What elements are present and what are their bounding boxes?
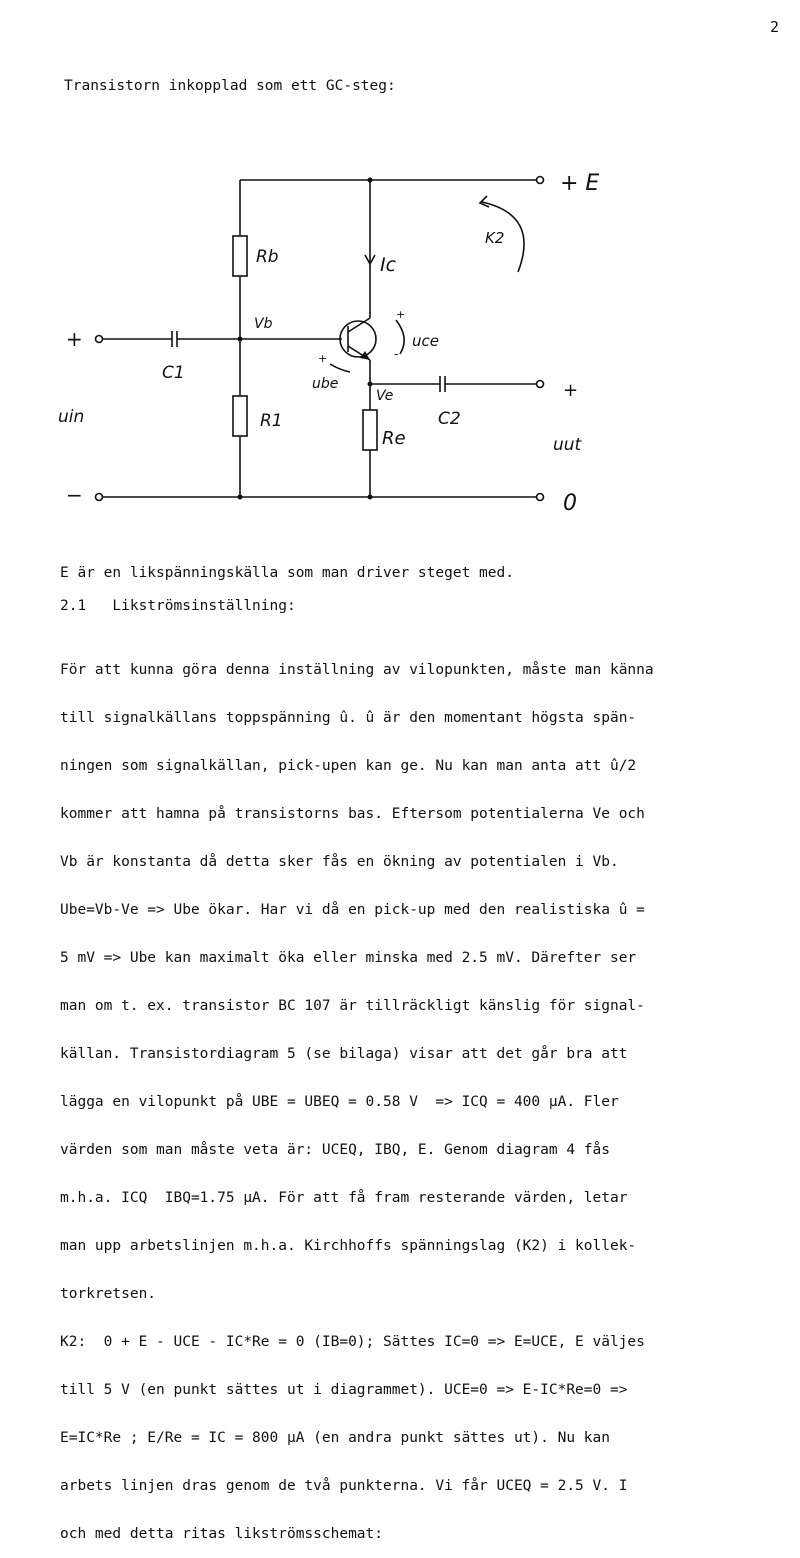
label-minus-in: − xyxy=(66,483,83,507)
transistor-collector-leg xyxy=(348,318,370,332)
label-k2: K2 xyxy=(485,229,505,247)
terminal-minus-in xyxy=(96,494,103,501)
label-plus-e: + E xyxy=(560,171,600,196)
section-heading-likstrom: 2.1 Likströmsinställning: xyxy=(60,598,296,614)
section-intro: Transistorn inkopplad som ett GC-steg: xyxy=(64,78,396,94)
body-line: ningen som signalkällan, pick-upen kan ge. Nu kan man anta att û/2 xyxy=(60,758,637,774)
label-r1: R1 xyxy=(260,411,283,431)
body-line: man upp arbetslinjen m.h.a. Kirchhoffs spänningslag (K2) i kollek- xyxy=(60,1238,637,1254)
label-rb: Rb xyxy=(256,247,279,267)
body-line: K2: 0 + E - UCE - IC*Re = 0 (IB=0); Sättes IC=0 => E=UCE, E väljes xyxy=(60,1334,645,1350)
label-plus-out: + xyxy=(563,380,579,401)
body-line: Ube=Vb-Ve => Ube ökar. Har vi då en pick-up med den realistiska û = xyxy=(60,902,645,918)
label-ube: ube xyxy=(312,376,339,392)
label-re: Re xyxy=(382,428,406,449)
body-line: m.h.a. ICQ IBQ=1.75 µA. För att få fram resterande värden, letar xyxy=(60,1190,628,1206)
label-uce-minus: - xyxy=(394,347,399,361)
terminal-plus-in xyxy=(96,336,103,343)
body-line: man om t. ex. transistor BC 107 är tillräckligt känslig för signal- xyxy=(60,998,645,1014)
label-plus-in: + xyxy=(66,327,83,351)
terminal-plus-out xyxy=(537,381,544,388)
label-ube-plus: + xyxy=(318,352,328,365)
resistor-rb xyxy=(233,236,247,276)
page-number: 2 xyxy=(770,18,780,36)
label-c2: C2 xyxy=(438,409,461,429)
resistor-re xyxy=(363,410,377,450)
body-line: lägga en vilopunkt på UBE = UBEQ = 0.58 V => ICQ = 400 µA. Fler xyxy=(60,1094,619,1110)
label-uce-plus: + xyxy=(396,308,406,321)
label-c1: C1 xyxy=(162,363,185,383)
label-uce: uce xyxy=(412,332,439,350)
label-zero: 0 xyxy=(563,491,577,516)
body-paragraph xyxy=(60,630,654,1558)
body-line: För att kunna göra denna inställning av vilopunkten, måste man känna xyxy=(60,662,654,678)
resistor-r1 xyxy=(233,396,247,436)
body-line: E=IC*Re ; E/Re = IC = 800 µA (en andra punkt sättes ut). Nu kan xyxy=(60,1430,610,1446)
circuit-diagram xyxy=(0,150,800,530)
label-uin: uin xyxy=(58,407,85,427)
body-line: 5 mV => Ube kan maximalt öka eller minska med 2.5 mV. Därefter ser xyxy=(60,950,637,966)
terminal-plus-e xyxy=(537,177,544,184)
terminal-zero xyxy=(537,494,544,501)
body-line: till 5 V (en punkt sättes ut i diagrammet). UCE=0 => E-IC*Re=0 => xyxy=(60,1382,628,1398)
body-line: värden som man måste veta är: UCEQ, IBQ, E. Genom diagram 4 fås xyxy=(60,1142,610,1158)
label-uut: uut xyxy=(553,435,582,455)
body-line: källan. Transistordiagram 5 (se bilaga) visar att det går bra att xyxy=(60,1046,628,1062)
body-line: torkretsen. xyxy=(60,1286,157,1302)
body-line: och med detta ritas likströmsschemat: xyxy=(60,1526,384,1542)
body-line: till signalkällans toppspänning û. û är den momentant högsta spän- xyxy=(60,710,637,726)
body-line: Vb är konstanta då detta sker fås en ökning av potentialen i Vb. xyxy=(60,854,619,870)
k2-arrow-icon xyxy=(480,196,489,207)
label-ic: Ic xyxy=(380,254,397,276)
ube-dash xyxy=(330,364,350,372)
body-line: kommer att hamna på transistorns bas. Eftersom potentialerna Ve och xyxy=(60,806,645,822)
body-line: arbets linjen dras genom de två punkterna. Vi får UCEQ = 2.5 V. I xyxy=(60,1478,628,1494)
paragraph-e-source: E är en likspänningskälla som man driver steget med. xyxy=(60,565,514,581)
label-ve: Ve xyxy=(376,388,394,404)
label-vb: Vb xyxy=(254,316,273,332)
